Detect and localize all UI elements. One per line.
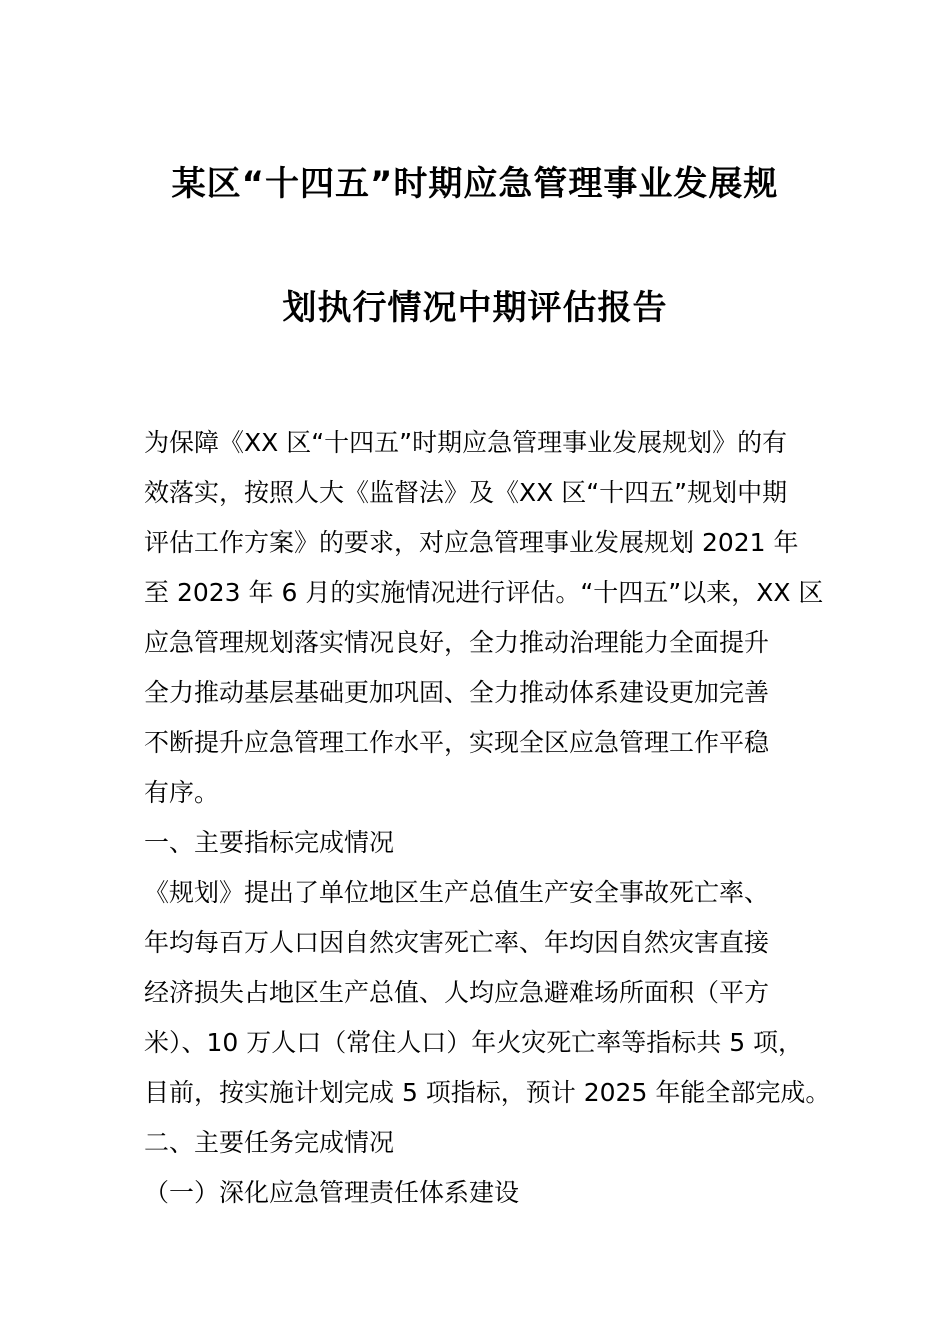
body-line: 不断提升应急管理工作水平，实现全区应急管理工作平稳	[144, 728, 770, 757]
body-line: 评估工作方案》的要求，对应急管理事业发展规划 2021 年	[144, 528, 799, 557]
body-line: 《规划》提出了单位地区生产总值生产安全事故死亡率、	[144, 878, 770, 907]
body-line: 年均每百万人口因自然灾害死亡率、年均因自然灾害直接	[144, 928, 770, 957]
body-line: 全力推动基层基础更加巩固、全力推动体系建设更加完善	[144, 678, 770, 707]
subsection-heading: （一）深化应急管理责任体系建设	[144, 1178, 520, 1207]
body-line: 米）、10 万人口（常住人口）年火灾死亡率等指标共 5 项，	[144, 1028, 804, 1057]
document-body	[144, 418, 844, 1218]
body-line: 目前，按实施计划完成 5 项指标，预计 2025 年能全部完成。	[144, 1078, 831, 1107]
document-title-line-1: 某区“十四五”时期应急管理事业发展规	[171, 164, 779, 204]
section-heading: 二、主要任务完成情况	[144, 1128, 395, 1157]
document-title-line-2: 划执行情况中期评估报告	[282, 288, 668, 328]
body-line: 至 2023 年 6 月的实施情况进行评估。“十四五”以来，XX 区	[144, 578, 824, 607]
section-heading: 一、主要指标完成情况	[144, 828, 395, 857]
body-line: 有序。	[144, 778, 220, 807]
body-line: 为保障《XX 区“十四五”时期应急管理事业发展规划》的有	[144, 428, 788, 457]
body-line: 应急管理规划落实情况良好，全力推动治理能力全面提升	[144, 628, 770, 657]
body-line: 经济损失占地区生产总值、人均应急避难场所面积（平方	[144, 978, 770, 1007]
body-line: 效落实，按照人大《监督法》及《XX 区“十四五”规划中期	[144, 478, 788, 507]
